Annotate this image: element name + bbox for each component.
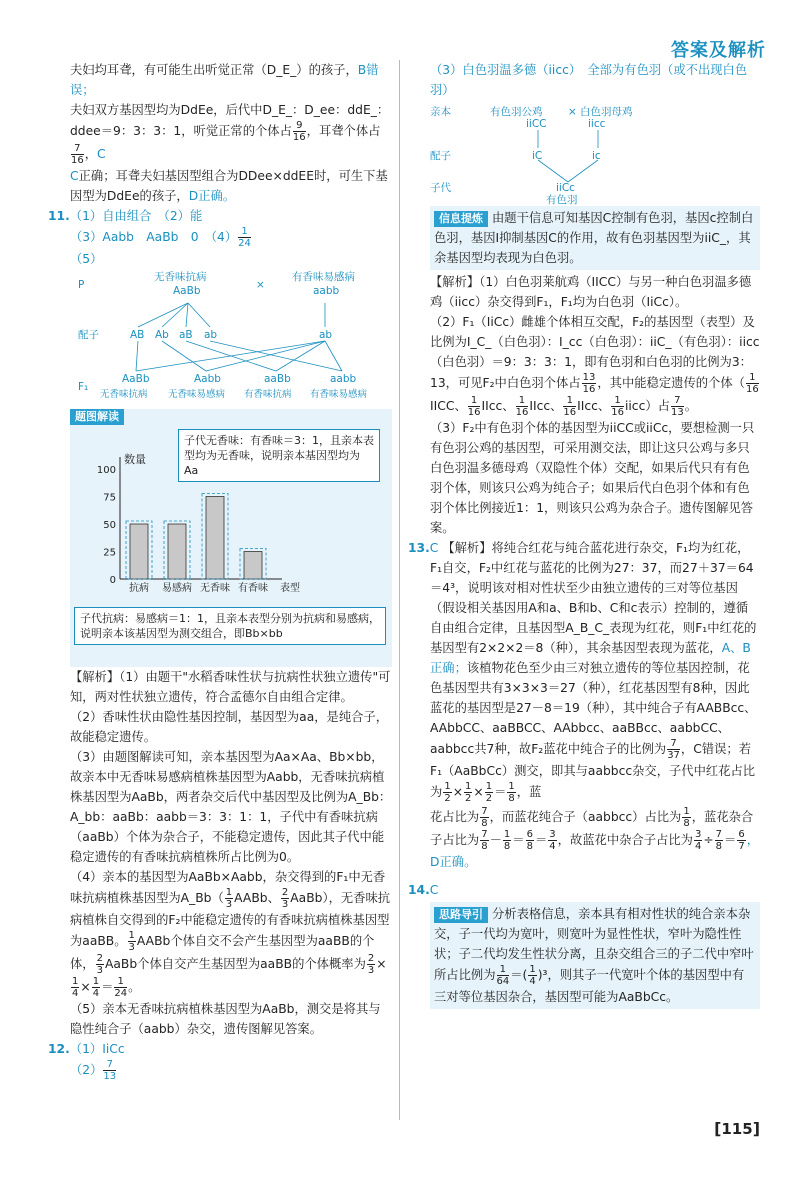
section-title: 答案及解析 xyxy=(671,40,766,61)
label-p: P xyxy=(78,279,85,291)
note-bottom: 子代抗病：易感病＝1：1，且亲本表型分别为抗病和易感病，说明亲本该基因型为测交组合，即Bb×bb xyxy=(74,607,386,645)
guide-tag: 思路导引 xyxy=(434,907,488,923)
parent1-pheno: 无香味抗病 xyxy=(154,271,207,283)
parent2-geno: iicc xyxy=(588,118,606,130)
gamete: aB xyxy=(179,329,193,341)
intro-paragraph: 夫妇均耳聋，有可能生出听觉正常（D_E_）的孩子，B错误； 夫妇双方基因型均为DdEe，后代中D_E_：D_ee：ddE_： ddee＝9：3：3：1，听觉正常的个体占 $\frac{9}{16}$ ，耳聋个体占 $\frac{7}{16}$ ，C C正确；耳聋夫妇基因型组合为DDee×ddEE时，可生下基因型为DdEe的孩子，D正确。 xyxy=(70,63,390,203)
label-gamete: 配子 xyxy=(430,150,451,162)
label-gamete: 配子 xyxy=(78,329,99,341)
chart-tag: 题图解读 xyxy=(70,409,124,425)
bar-1 xyxy=(130,524,148,579)
left-column xyxy=(48,60,392,1082)
bar-2 xyxy=(168,524,186,579)
x-tick-label: 有香味 xyxy=(238,583,268,594)
analysis-paragraph: （4）亲本的基因型为AaBb×Aabb，杂交得到的F₁中无香味抗病植株基因型为A_Bb（ $\frac{1}{3}$ AABb、 $\frac{2}{3}$ AaBb），无香味抗病植株自交得到的F₂中能稳定遗传的有香味抗病植株基因型为aaBB。 $\frac{1}{3}$ AABb个体自交不会产生基因型为aaBB的个体， $\frac{2}{3}$ AaBb个体自交产生基因型为aaBB的个体概率为 $\frac{2}{3}$ × $\frac{1}{4}$ × $\frac{1}{4}$ ＝ $\frac{1}{24}$ 。 xyxy=(70,870,391,999)
chart-interpretation-box xyxy=(70,409,392,667)
gamete: Ab xyxy=(155,329,169,341)
f1-pheno: 有香味易感病 xyxy=(310,389,368,400)
guide-box: 思路导引 分析表格信息，亲本具有相对性状的纯合亲本杂交，子一代均为宽叶，则宽叶为显性性状，窄叶为隐性性状；子二代均发生性状分离，且杂交组合三的子二代中窄叶所占比例为 $\frac{1}{64}$ ＝( $\frac{1}{4}$ )³，则其子一代宽叶个体的基因型中有三对等位基因杂合，基因型可能为AaBbCc。 xyxy=(430,902,760,1009)
gamete: ab xyxy=(204,329,218,341)
q13-paragraph-2: 花占比为 $\frac{7}{8}$ ，而蓝花纯合子（aabbcc）占比为 $\frac{1}{8}$ ，蓝花杂合子占比为 $\frac{7}{8}$ － $\frac{1}{8}$ ＝ $\frac{6}{8}$ ＝ $\frac{3}{4}$ ，故蓝花中杂合子占比为 $\frac{3}{4}$ ÷ $\frac{7}{8}$ ＝ $\frac{6}{7}$ ，D正确。 xyxy=(430,806,759,869)
cross-diagram-2 xyxy=(430,100,760,204)
x-tick-label: 抗病 xyxy=(129,583,149,594)
f1-pheno: 无香味抗病 xyxy=(100,389,148,400)
gamete: iC xyxy=(532,150,543,162)
f1-geno: aabb xyxy=(330,373,357,385)
bar-4 xyxy=(244,552,262,580)
f1-pheno: 有香味抗病 xyxy=(244,389,292,400)
f1-geno: Aabb xyxy=(194,373,221,385)
q13-paragraph: 13.C 【解析】将纯合红花与纯合蓝花进行杂交，F₁均为红花，F₁自交，F₂中红花与蓝花的比例为27：37，而27＋37＝64＝4³，说明该对相对性状至少由独立遗传的三对等位基因（假设相关基因用A和a、B和b、C和c表示）控制的，遵循自由组合定律，且基因型A_B_C_表现为红花，则F₁中红花的基因型有2×2×2＝8（种），其余基因型表现为蓝花，A、B正确；该植物花色至少由三对独立遗传的等位基因控制，花色基因型共有3×3×3＝27（种），红花基因型有8种，因此蓝花的基因型是27－8＝19（种），其中纯合子有AABBcc、AAbbCC、aaBBCC、AAbbcc、aaBBcc、aabbCC、aabbcc共7种，故F₂蓝花中纯合子的比例为 $\frac{7}{37}$ ，C错误；若F₁（AaBbCc）测交，即其与aabbcc杂交，子代中红花占比为 $\frac{1}{2}$ × $\frac{1}{2}$ × $\frac{1}{2}$ ＝ $\frac{1}{8}$ ，蓝 xyxy=(408,541,757,804)
q14-answer: 14.C xyxy=(408,883,439,897)
q12-answer: 12.（1）IiCc xyxy=(48,1042,125,1056)
x-axis-label: 表型 xyxy=(280,583,300,594)
parent1-geno: AaBb xyxy=(173,285,201,297)
q12-answer-3: （3）白色羽温多德（iicc） 全部为有色羽（或不出现白色羽） xyxy=(430,63,748,97)
q11-answer-3: （3）Aabb AaBb 0 （4） $\frac{1}{24}$ xyxy=(70,226,251,249)
analysis-paragraph: 【解析】（1）白色羽莱航鸡（IICC）与另一种白色羽温多德鸡（iicc）杂交得到F₁，F₁均为白色羽（IiCc）。 xyxy=(430,275,752,309)
q11-answer: 11.（1）自由组合 （2）能 xyxy=(48,209,203,223)
y-axis-label: 数量 xyxy=(124,453,146,466)
q12-answer-2: （2） $\frac{7}{13}$ xyxy=(70,1059,117,1082)
info-tag: 信息提炼 xyxy=(434,211,488,227)
x-tick-label: 无香味 xyxy=(200,583,230,594)
f1-geno: aaBb xyxy=(264,373,291,385)
gamete: ic xyxy=(592,150,601,162)
child-pheno: 有色羽 xyxy=(546,194,578,206)
y-tick-label: 75 xyxy=(103,492,116,504)
cross-sign: × xyxy=(256,279,265,291)
bar-3 xyxy=(206,497,224,580)
note-top: 子代无香味：有香味＝3：1，且亲本表型均为无香味，说明亲本基因型均为Aa xyxy=(178,429,380,482)
fraction: $\frac{9}{16}$ xyxy=(292,120,306,143)
parent1-geno: iiCC xyxy=(526,118,547,130)
analysis-paragraph: （2）F₁（IiCc）雌雄个体相互交配，F₂的基因型（表型）及比例为I_C_（白色羽）：I_cc（白色羽）：iiC_（有色羽）：iicc（白色羽）＝9：3：3：1，即有色羽和白色羽的比例为3：13，可见F₂中白色羽个体占 $\frac{13}{16}$ ，其中能稳定遗传的个体（ $\frac{1}{16}$ IICC、 $\frac{1}{16}$ IIcc、 $\frac{1}{16}$ IIcc、 $\frac{1}{16}$ IIcc、 $\frac{1}{16}$ iicc）占 $\frac{7}{13}$ 。 xyxy=(430,315,760,418)
parent1: 有色羽公鸡 xyxy=(490,106,543,118)
gamete: ab xyxy=(319,329,333,341)
label-child: 子代 xyxy=(430,182,451,194)
page-number: [115] xyxy=(714,1119,760,1138)
analysis-paragraph: （3）F₂中有色羽个体的基因型为iiCC或iiCc，要想检测一只有色羽公鸡的基因型，可采用测交法，即让这只公鸡与多只白色羽温多德母鸡（双隐性个体）交配，如果后代只有有色羽个体，则该只公鸡为纯合子；如果后代白色羽个体和有色羽个体比例接近1：1，则该只公鸡为杂合子。遗传图解见答案。 xyxy=(430,421,755,535)
fraction: $\frac{7}{16}$ xyxy=(71,143,84,166)
parent2: 白色羽母鸡 xyxy=(580,106,633,118)
f1-geno: AaBb xyxy=(122,373,150,385)
gamete: AB xyxy=(130,329,145,341)
analysis-paragraph: （2）香味性状由隐性基因控制，基因型为aa，是纯合子，故能稳定遗传。 xyxy=(70,710,389,744)
parent2-pheno: 有香味易感病 xyxy=(292,271,355,283)
child-geno: iiCc xyxy=(556,182,575,194)
analysis-paragraph: 【解析】（1）由题干"水稻香味性状与抗病性状独立遗传"可知，两对性状独立遗传，符合孟德尔自由组合定律。 xyxy=(70,670,391,704)
y-tick-label: 0 xyxy=(109,575,116,586)
x-tick-label: 易感病 xyxy=(162,583,192,594)
analysis-paragraph: （5）亲本无香味抗病植株基因型为AaBb，测交是将其与隐性纯合子（aabb）杂交，遗传图解见答案。 xyxy=(70,1002,381,1036)
cross-lines xyxy=(70,269,392,407)
label-parent: 亲本 xyxy=(430,106,451,118)
analysis-paragraph: （3）由题图解读可知，亲本基因型为Aa×Aa、Bb×bb，故亲本中无香味易感病植株基因型为Aabb，无香味抗病植株基因型为AaBb，两者杂交后代中基因型及比例为A_Bb：A_bb：aaBb：aabb＝3：3：1：1，子代中有香味抗病（aaBb）个体为杂合子，不能稳定遗传，因此其子代中能稳定遗传的有香味抗病植株所占比例为0。 xyxy=(70,750,392,864)
q11-answer-5: （5） xyxy=(70,252,103,266)
info-box: 信息提炼 由题干信息可知基因C控制有色羽，基因c控制白色羽，基因I抑制基因C的作用，故有色羽基因型为iiC_，其余基因型均表现为白色羽。 xyxy=(430,206,760,270)
label-f1: F₁ xyxy=(78,381,89,393)
y-tick-label: 50 xyxy=(103,520,116,531)
y-tick-label: 100 xyxy=(96,465,116,476)
right-column xyxy=(408,60,760,1011)
y-tick-label: 25 xyxy=(103,547,116,559)
cross-sign: × xyxy=(568,106,577,118)
parent2-geno: aabb xyxy=(313,285,340,297)
cross-diagram xyxy=(70,269,392,407)
column-divider xyxy=(399,60,400,1120)
fraction: $\frac{1}{24}$ xyxy=(238,226,251,249)
f1-pheno: 无香味易感病 xyxy=(168,389,226,400)
